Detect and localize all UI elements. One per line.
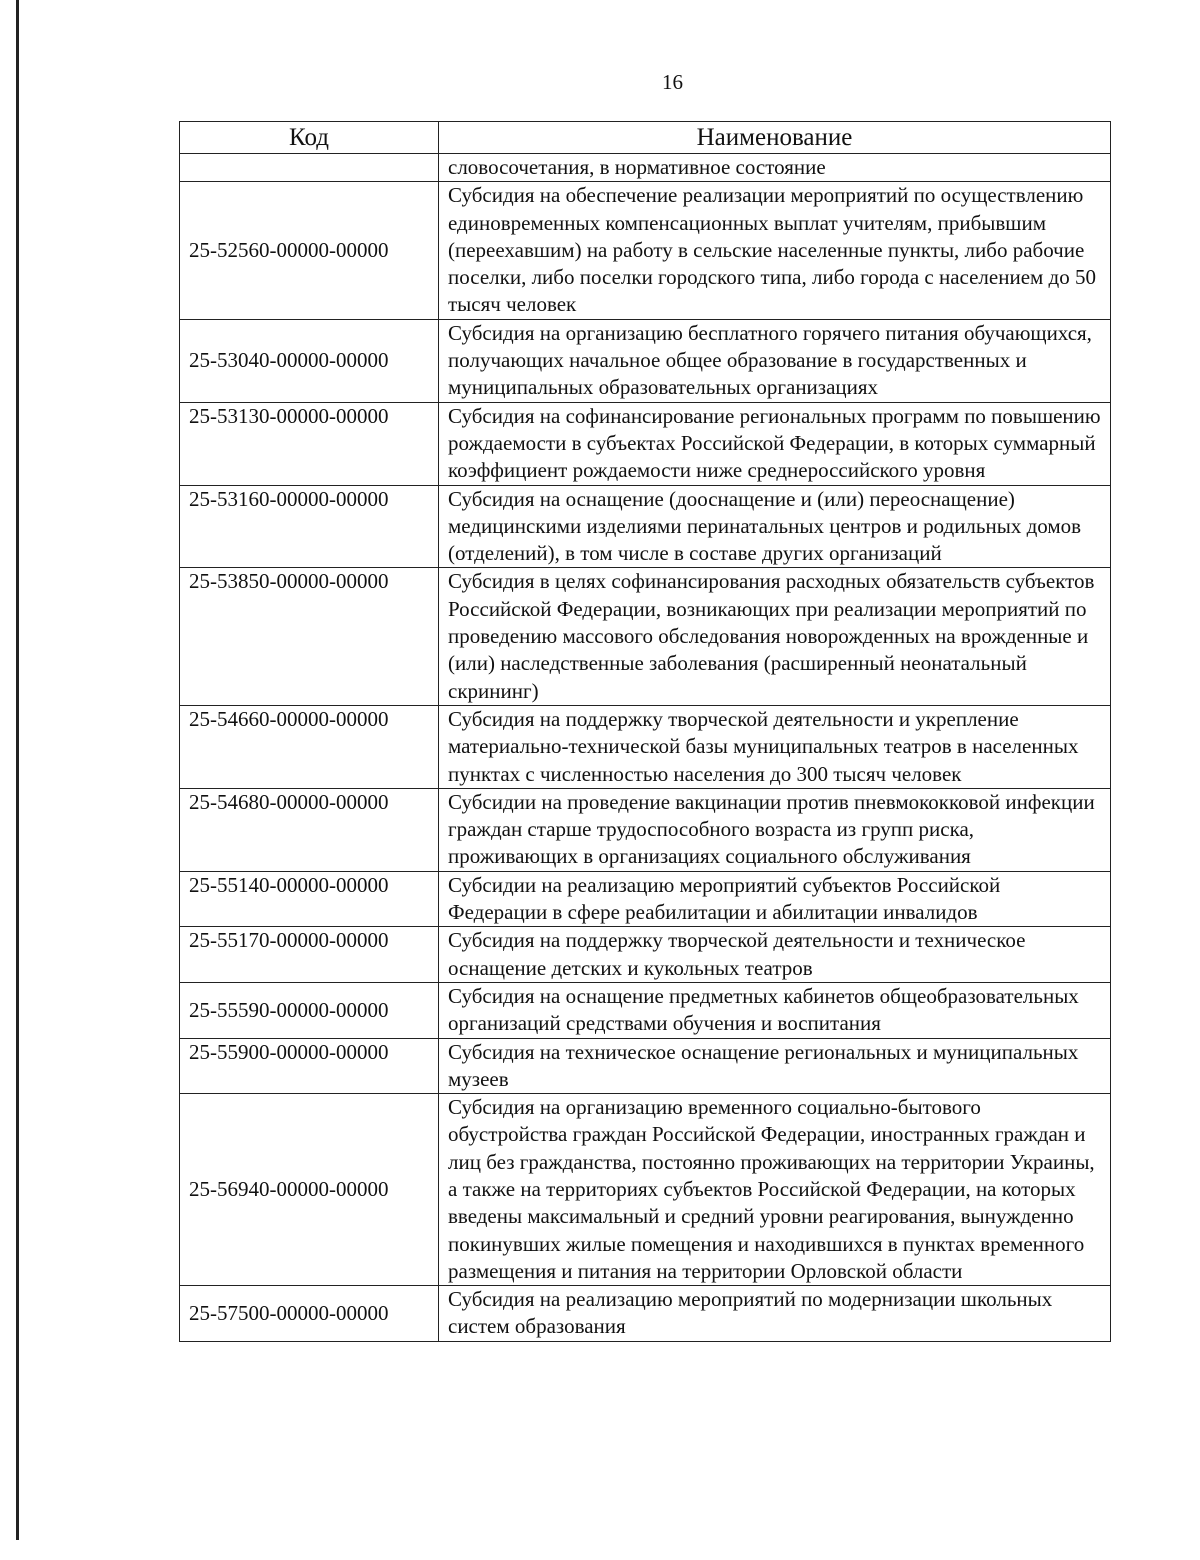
table-row (180, 927, 1111, 983)
row-code-cell: 25-54660-00000-00000 (180, 705, 439, 788)
table-row (180, 982, 1111, 1038)
scan-left-edge-line (16, 0, 19, 1540)
row-name-cell: словосочетания, в нормативное состояние (439, 154, 1111, 182)
header-code: Код (180, 122, 439, 154)
table-body (180, 154, 1111, 1342)
table-header-row (180, 122, 1111, 154)
row-code-cell: 25-55140-00000-00000 (180, 871, 439, 927)
table-row (180, 788, 1111, 871)
row-code-cell: 25-53040-00000-00000 (180, 319, 439, 402)
row-name-cell: Субсидия на организацию бесплатного горячего питания обучающихся, получающих начальное общее образование в государственных и муниципальных образовательных организациях (439, 319, 1111, 402)
row-name-cell: Субсидия на техническое оснащение региональных и муниципальных музеев (439, 1038, 1111, 1094)
row-name-cell: Субсидия на поддержку творческой деятельности и техническое оснащение детских и кукольных театров (439, 927, 1111, 983)
row-code-cell: 25-53850-00000-00000 (180, 568, 439, 705)
row-code-cell: 25-54680-00000-00000 (180, 788, 439, 871)
row-code-cell: 25-55170-00000-00000 (180, 927, 439, 983)
row-code-cell: 25-57500-00000-00000 (180, 1286, 439, 1342)
row-code-cell: 25-53130-00000-00000 (180, 402, 439, 485)
row-name-cell: Субсидии на проведение вакцинации против пневмококковой инфекции граждан старше трудоспособного возраста из групп риска, проживающих в организациях социального обслуживания (439, 788, 1111, 871)
row-code-cell: 25-52560-00000-00000 (180, 182, 439, 319)
row-code-cell: 25-53160-00000-00000 (180, 485, 439, 568)
table-row (180, 154, 1111, 182)
subsidy-codes-table (179, 121, 1111, 1342)
row-code-cell: 25-55590-00000-00000 (180, 982, 439, 1038)
row-name-cell: Субсидия на оснащение предметных кабинетов общеобразовательных организаций средствами обучения и воспитания (439, 982, 1111, 1038)
row-code-cell: 25-55900-00000-00000 (180, 1038, 439, 1094)
table-row (180, 402, 1111, 485)
row-name-cell: Субсидия на реализацию мероприятий по модернизации школьных систем образования (439, 1286, 1111, 1342)
table-row (180, 319, 1111, 402)
table-row (180, 1038, 1111, 1094)
table-row (180, 871, 1111, 927)
row-name-cell: Субсидия на обеспечение реализации мероприятий по осуществлению единовременных компенсационных выплат учителям, прибывшим (переехавшим) на работу в сельские населенные пункты, либо рабочие поселки, либо поселки городского типа, либо города с населением до 50 тысяч человек (439, 182, 1111, 319)
table-row (180, 182, 1111, 319)
row-name-cell: Субсидия на организацию временного социально-бытового обустройства граждан Российской Федерации, иностранных граждан и лиц без гражданства, постоянно проживающих на территории Украины, а также на территориях субъектов Российской Федерации, на которых введены максимальный и средний уровни реагирования, вынужденно покинувших жилые помещения и находившихся в пунктах временного размещения и питания на территории Орловской области (439, 1094, 1111, 1286)
page-number: 16 (662, 70, 683, 94)
table-row (180, 705, 1111, 788)
row-name-cell: Субсидия на софинансирование региональных программ по повышению рождаемости в субъектах Российской Федерации, в которых суммарный коэффициент рождаемости ниже среднероссийского уровня (439, 402, 1111, 485)
header-name: Наименование (439, 122, 1111, 154)
row-name-cell: Субсидия на поддержку творческой деятельности и укрепление материально-технической базы муниципальных театров в населенных пунктах с численностью населения до 300 тысяч человек (439, 705, 1111, 788)
table-row (180, 1094, 1111, 1286)
row-code-cell: 25-56940-00000-00000 (180, 1094, 439, 1286)
table-row (180, 485, 1111, 568)
row-name-cell: Субсидии на реализацию мероприятий субъектов Российской Федерации в сфере реабилитации и абилитации инвалидов (439, 871, 1111, 927)
table-row (180, 568, 1111, 705)
row-name-cell: Субсидия на оснащение (дооснащение и (или) переоснащение) медицинскими изделиями перинатальных центров и родильных домов (отделений), в том числе в составе других организаций (439, 485, 1111, 568)
row-name-cell: Субсидия в целях софинансирования расходных обязательств субъектов Российской Федерации, возникающих при реализации мероприятий по проведению массового обследования новорожденных на врожденные и (или) наследственные заболевания (расширенный неонатальный скрининг) (439, 568, 1111, 705)
row-code-cell (180, 154, 439, 182)
table-row (180, 1286, 1111, 1342)
